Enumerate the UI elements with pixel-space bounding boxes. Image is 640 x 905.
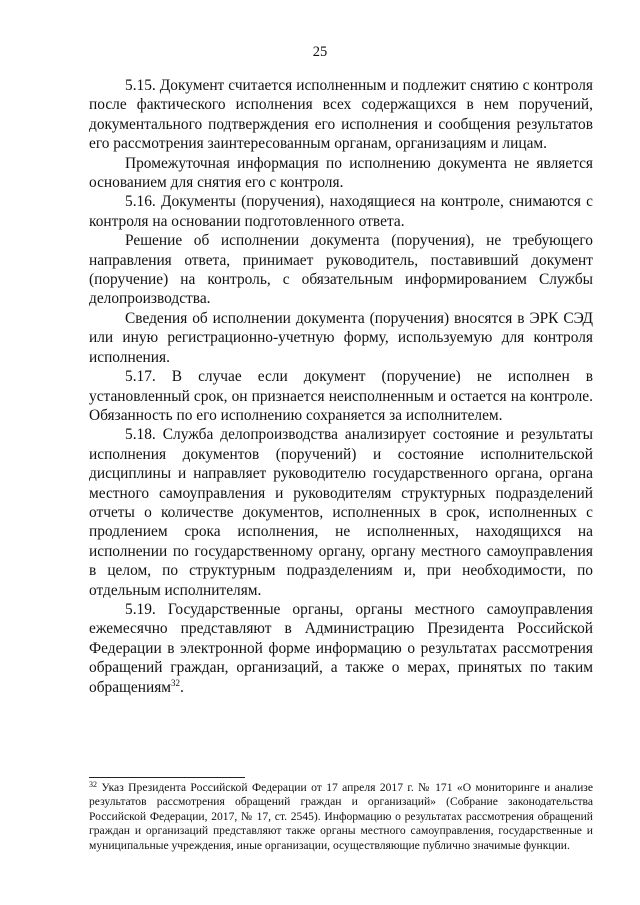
- paragraph-5-15: 5.15. Документ считается исполненным и подлежит снятию с контроля после фактического исполнения всех содержащихся в нем поручений, документального подтверждения его исполнения и сообщения результатов его рассмотрения заинтересованным органам, организациям и лицам.: [89, 77, 593, 153]
- paragraph-5-19-end: .: [180, 678, 184, 696]
- footnote-divider: [89, 777, 245, 778]
- footnote: [89, 781, 593, 853]
- main-text: [89, 76, 593, 697]
- footnote-reference: 32: [171, 677, 181, 688]
- paragraph-5-19: [89, 600, 593, 697]
- page-number: 25: [312, 44, 328, 60]
- footnote-text: Указ Президента Российской Федерации от 17 апреля 2017 г. № 171 «О мониторинге и анализе результатов рассмотрения обращений граждан и организаций» (Собрание законодательства Российской Федерации, 2017, № 17, ст. 2545). Информацию о результатах рассмотрения обращений граждан и организаций представляют также органы местного самоуправления, государственные и муниципальные учреждения, иные организации, осуществляющие публично значимые функции.: [89, 781, 593, 852]
- paragraph-5-17: 5.17. В случае если документ (поручение) не исполнен в установленный срок, он признается неисполненным и остается на контроле. Обязанность по его исполнению сохраняется за исполнителем.: [89, 368, 593, 424]
- paragraph-5-18: 5.18. Служба делопроизводства анализирует состояние и результаты исполнения документов (поручений) и состояние исполнительской дисциплины и направляет руководителю государственного органа, органа местного самоуправления и руководителям структурных подразделений отчеты о количестве документов, исполненных в срок, исполненных с продлением срока исполнения, не исполненных, находящихся на исполнении по государственному органу, органу местного самоуправления в целом, по структурным подразделениям и, при необходимости, по отдельным исполнителям.: [89, 426, 593, 599]
- footnote-marker: 32: [89, 780, 97, 789]
- paragraph-decision: Решение об исполнении документа (поручения), не требующего направления ответа, принимает руководитель, поставивший документ (поручение) на контроль, с обязательным информированием Службы делопроизводства.: [89, 232, 593, 308]
- paragraph-5-16: 5.16. Документы (поручения), находящиеся на контроле, снимаются с контроля на основании подготовленного ответа.: [89, 193, 593, 230]
- paragraph-5-19-text: 5.19. Государственные органы, органы местного самоуправления ежемесячно представляют в Администрацию Президента Российской Федерации в электронной форме информацию о результатах рассмотрения обращений граждан, организаций, а также о мерах, принятых по таким обращениям: [89, 600, 593, 696]
- paragraph-interim-info: Промежуточная информация по исполнению документа не является основанием для снятия его с контроля.: [89, 154, 593, 192]
- paragraph-records: Сведения об исполнении документа (поручения) вносятся в ЭРК СЭД или иную регистрационно-учетную форму, используемую для контроля исполнения.: [89, 309, 593, 366]
